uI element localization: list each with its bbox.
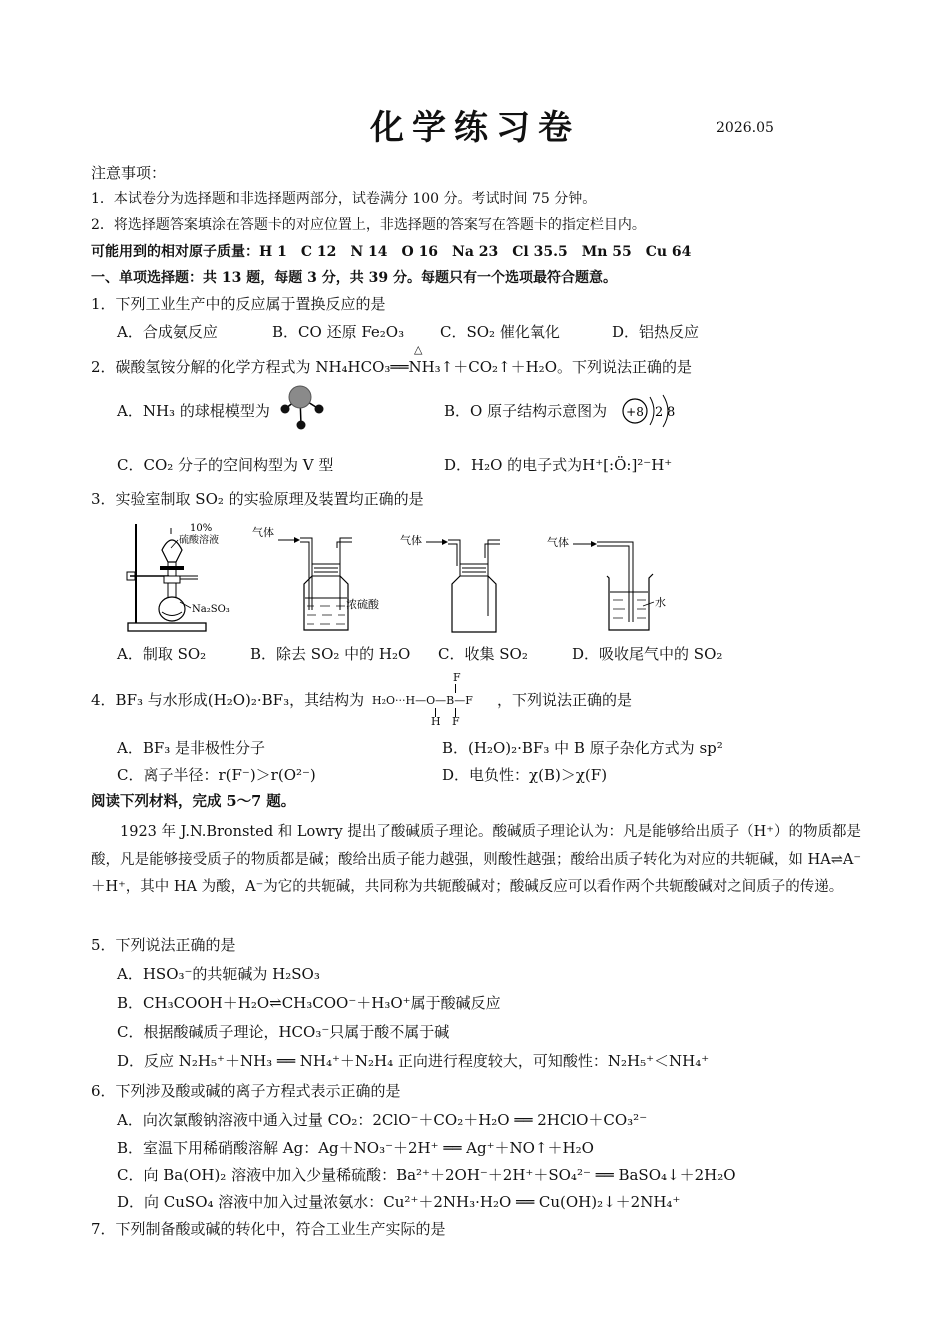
q6-option-d: D．向 CuSO₄ 溶液中加入过量浓氨水：Cu²⁺＋2NH₃·H₂O ══ Cu(OH)₂↓＋2NH₄⁺ <box>117 1193 681 1211</box>
o-atom-nucleus-charge: +8 <box>626 405 644 419</box>
q2-stem: 2．碳酸氢铵分解的化学方程式为 NH₄HCO₃══NH₃↑＋CO₂↑＋H₂O。下列说法正确的是 <box>91 358 692 376</box>
o-atom-shell-1: 2 <box>655 405 664 420</box>
q2-option-b: B．O 原子结构示意图为 <box>444 402 608 420</box>
q3-option-d: D．吸收尾气中的 SO₂ <box>572 645 723 663</box>
q4-option-c: C．离子半径：r(F⁻)＞r(O²⁻) <box>117 766 316 784</box>
q4-stem: 4．BF₃ 与水形成(H₂O)₂·BF₃，其结构为 <box>91 691 365 709</box>
reading-passage: 1923 年 J.N.Bronsted 和 Lowry 提出了酸碱质子理论。酸碱质子理论认为：凡是能够给出质子（H⁺）的物质都是酸，凡是能够接受质子的物质都是碱；酸给出质子能力越强，则酸性越强；酸给出质子转化为对应的共轭碱，如 HA⇌A⁻＋H⁺，其中 HA 为酸，A⁻为它的共轭碱，共同称为共轭酸碱对；酸碱反应可以看作两个共轭酸碱对之间质子的传递。 <box>91 824 861 895</box>
q2-heat-triangle: △ <box>414 343 423 356</box>
q5-option-b: B．CH₃COOH＋H₂O⇌CH₃COO⁻＋H₃O⁺属于酸碱反应 <box>117 994 501 1012</box>
notes-heading: 注意事项： <box>91 164 167 182</box>
atomic-mass-line: 可能用到的相对原子质量：H 1 C 12 N 14 O 16 Na 23 Cl 35.5 Mn 55 Cu 64 <box>91 244 692 260</box>
label-acid-concentration: 10% <box>190 523 213 534</box>
q2-option-a: A．NH₃ 的球棍模型为 <box>117 402 270 420</box>
q4-option-b: B．(H₂O)₂·BF₃ 中 B 原子杂化方式为 sp² <box>442 739 723 757</box>
apparatus-d-tail-gas-absorber <box>545 530 675 636</box>
structure-main-chain: H₂O···H—O—B—F <box>372 694 473 707</box>
bf3-water-structure <box>372 667 496 729</box>
note-2: 2．将选择题答案填涂在答题卡的对应位置上，非选择题的答案写在答题卡的指定栏目内。 <box>91 217 646 233</box>
apparatus-a-sulfur-dioxide-generator <box>124 516 242 636</box>
reading-heading: 阅读下列材料，完成 5～7 题。 <box>91 793 296 810</box>
label-gas-in-d: 气体 <box>547 536 569 549</box>
structure-f-top: F <box>453 671 461 684</box>
q6-option-b: B．室温下用稀硝酸溶解 Ag：Ag＋NO₃⁻＋2H⁺ ══ Ag⁺＋NO↑＋H₂O <box>117 1139 594 1157</box>
label-water: 水 <box>655 596 666 609</box>
q6-stem: 6．下列涉及酸或碱的离子方程式表示正确的是 <box>91 1082 401 1100</box>
apparatus-b-drying-bottle <box>250 518 400 636</box>
q2-option-d: D．H₂O 的电子式为H⁺[:Ö:]²⁻H⁺ <box>444 456 673 474</box>
section-1-heading: 一、单项选择题：共 13 题，每题 3 分，共 39 分。每题只有一个选项最符合题意。 <box>91 270 617 286</box>
q3-option-b: B．除去 SO₂ 中的 H₂O <box>250 645 411 663</box>
q5-option-c: C．根据酸碱质子理论，HCO₃⁻只属于酸不属于碱 <box>117 1023 450 1041</box>
label-conc-sulfuric-acid: 浓硫酸 <box>346 598 379 611</box>
q1-option-c: C．SO₂ 催化氧化 <box>440 323 560 341</box>
apparatus-c-gas-collection-bottle <box>398 528 510 636</box>
q7-stem: 7．下列制备酸或碱的转化中，符合工业生产实际的是 <box>91 1220 446 1238</box>
page-title: 化学练习卷 <box>370 108 580 148</box>
structure-h-bottom: H <box>431 715 441 728</box>
q3-option-a: A．制取 SO₂ <box>117 645 207 663</box>
o-atom-structure-diagram <box>620 392 680 430</box>
label-sodium-sulfite: Na₂SO₃ <box>192 604 230 615</box>
note-1: 1．本试卷分为选择题和非选择题两部分，试卷满分 100 分。考试时间 75 分钟。 <box>91 191 597 207</box>
q2-option-c: C．CO₂ 分子的空间构型为 V 型 <box>117 456 334 474</box>
o-atom-shell-2: 8 <box>667 405 676 420</box>
q3-option-c: C．收集 SO₂ <box>438 645 528 663</box>
label-acid-solution: 硫酸溶液 <box>179 535 219 546</box>
structure-f-bottom: F <box>452 715 460 728</box>
q4-option-a: A．BF₃ 是非极性分子 <box>117 739 266 757</box>
q1-option-d: D．铝热反应 <box>612 323 700 341</box>
q1-option-b: B．CO 还原 Fe₂O₃ <box>272 323 405 341</box>
q6-option-c: C．向 Ba(OH)₂ 溶液中加入少量稀硫酸：Ba²⁺＋2OH⁻＋2H⁺＋SO₄²⁻ ══ BaSO₄↓＋2H₂O <box>117 1166 736 1184</box>
q5-option-d: D．反应 N₂H₅⁺＋NH₃ ══ NH₄⁺＋N₂H₄ 正向进行程度较大，可知酸性：N₂H₅⁺＜NH₄⁺ <box>117 1052 710 1070</box>
label-gas-in-c: 气体 <box>400 534 422 547</box>
q6-option-a: A．向次氯酸钠溶液中通入过量 CO₂：2ClO⁻＋CO₂＋H₂O ══ 2HClO＋CO₃²⁻ <box>117 1111 648 1129</box>
nh3-ball-stick-model <box>276 384 330 436</box>
q5-option-a: A．HSO₃⁻的共轭碱为 H₂SO₃ <box>117 965 320 983</box>
q3-stem: 3．实验室制取 SO₂ 的实验原理及装置均正确的是 <box>91 490 424 508</box>
q4-option-d: D．电负性：χ(B)＞χ(F) <box>442 766 608 784</box>
q4-stem-end: ，下列说法正确的是 <box>497 691 633 709</box>
q1-option-a: A．合成氨反应 <box>117 323 218 341</box>
label-gas-in-b: 气体 <box>252 526 274 539</box>
exam-date: 2026.05 <box>716 120 774 136</box>
bond-b-f-top <box>455 684 456 693</box>
q5-stem: 5．下列说法正确的是 <box>91 936 236 954</box>
q1-stem: 1．下列工业生产中的反应属于置换反应的是 <box>91 295 386 313</box>
